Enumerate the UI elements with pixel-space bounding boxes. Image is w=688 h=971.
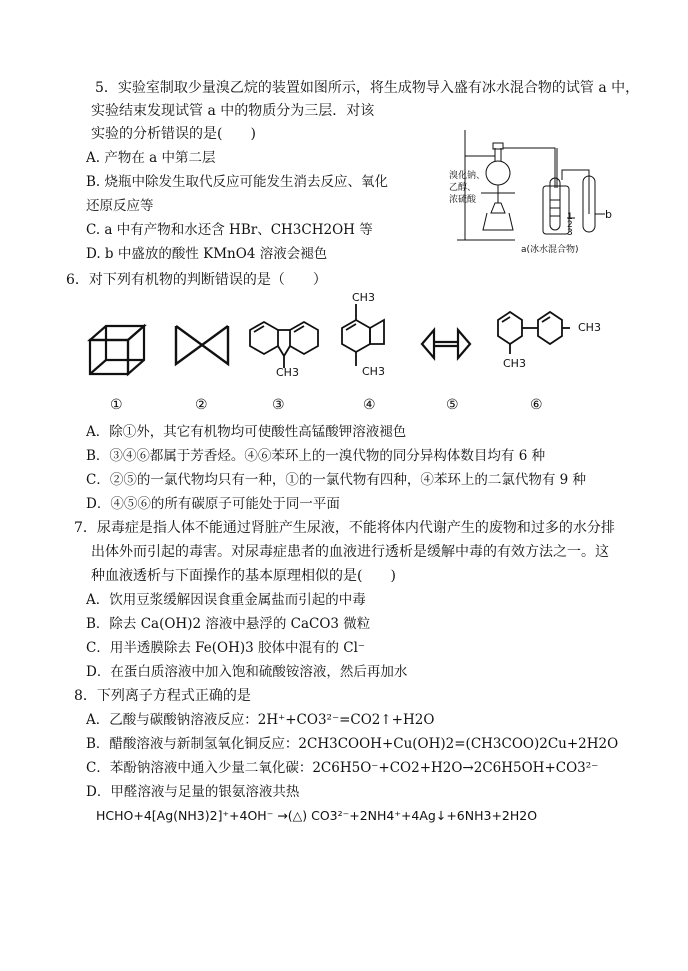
tube-a-label: a(冰水混合物) [521, 245, 579, 255]
q5-option-a: A. 产物在 a 中第二层 [86, 150, 216, 166]
molecule-1-cubane [82, 318, 154, 378]
q7-option-d: D．在蛋白质溶液中加入饱和硫酸铵溶液，然后再加水 [86, 664, 408, 680]
molecule-2-bicyclic [172, 322, 232, 368]
layer-label-1: 1 [567, 212, 573, 222]
molecule-label-6: ⑥ [530, 397, 543, 413]
q7-option-c: C．用半透膜除去 Fe(OH)3 胶体中混有的 Cl⁻ [86, 640, 366, 656]
q5-option-b-line1: B. 烧瓶中除发生取代反应可能发生消去反应、氧化 [86, 174, 389, 190]
q5-option-b-line2: 还原反应等 [86, 198, 154, 214]
q7-line1: 7．尿毒症是指人体不能通过肾脏产生尿液，不能将体内代谢产生的废物和过多的水分排 [74, 520, 615, 536]
reagent-label-2: 乙醇、 [449, 183, 477, 193]
molecule-label-3: ③ [272, 397, 285, 413]
q7-option-a: A．饮用豆浆缓解因误食重金属盐而引起的中毒 [86, 592, 366, 608]
apparatus-figure [449, 118, 615, 258]
q8-option-a: A．乙酸与碳酸钠溶液反应：2H⁺+CO3²⁻=CO2↑+H2O [86, 712, 435, 728]
q7-option-b: B．除去 Ca(OH)2 溶液中悬浮的 CaCO3 微粒 [86, 616, 371, 632]
q7-line2: 出体外而引起的毒害。对尿毒症患者的血液进行透析是缓解中毒的有效方法之一。这 [91, 544, 609, 560]
q6-option-b: B．③④⑥都属于芳香烃。④⑥苯环上的一溴代物的同分异构体数目均有 6 种 [86, 448, 546, 464]
q8-option-b: B．醋酸溶液与新制氢氧化铜反应：2CH3COOH+Cu(OH)2=(CH3COO)2Cu+2H2O [86, 736, 619, 752]
q7-line3: 种血液透析与下面操作的基本原理相似的是( ) [91, 568, 396, 584]
q6-option-a: A．除①外，其它有机物均可使酸性高锰酸钾溶液褪色 [86, 424, 407, 440]
molecule-5-diene [418, 324, 474, 364]
q5-line2: 实验结束发现试管 a 中的物质分为三层．对该 [91, 103, 375, 119]
molecule-label-5: ⑤ [446, 397, 459, 413]
layer-label-2: 2 [567, 220, 573, 230]
molecule-6-ch3-right: CH3 [578, 321, 601, 334]
molecule-label-4: ④ [363, 397, 376, 413]
reagent-label-1: 溴化钠、 [449, 171, 486, 181]
molecule-4-ch3-top: CH3 [352, 291, 375, 304]
q5-option-d: D. b 中盛放的酸性 KMnO4 溶液会褪色 [86, 246, 328, 262]
molecule-6-ch3-bottom: CH3 [503, 357, 526, 370]
molecule-4-ch3-bottom: CH3 [362, 365, 385, 378]
q8-option-c: C．苯酚钠溶液中通入少量二氧化碳：2C6H5O⁻+CO2+H2O→2C6H5OH+CO3²⁻ [86, 760, 599, 776]
q5-option-c: C. a 中有产物和水还含 HBr、CH3CH2OH 等 [86, 222, 373, 238]
reagent-label-3: 浓硫酸 [449, 195, 477, 205]
q8-stem: 8．下列离子方程式正确的是 [74, 688, 251, 704]
q8-option-d-line1: D．甲醛溶液与足量的银氨溶液共热 [86, 784, 300, 800]
q5-line3: 实验的分析错误的是( ) [91, 126, 256, 142]
molecule-3-ch3: CH3 [276, 366, 299, 379]
molecule-label-2: ② [195, 397, 208, 413]
molecule-label-1: ① [110, 397, 123, 413]
q6-stem: 6．对下列有机物的判断错误的是（ ） [66, 272, 327, 288]
layer-label-3: 3 [567, 228, 573, 238]
q5-line1: 5．实验室制取少量溴乙烷的装置如图所示，将生成物导入盛有冰水混合物的试管 a 中， [95, 80, 640, 96]
q6-option-d: D．④⑤⑥的所有碳原子可能处于同一平面 [86, 496, 340, 512]
tube-b-label: b [605, 208, 612, 221]
q6-option-c: C．②⑤的一氯代物均只有一种，①的一氯代物有四种，④苯环上的二氯代物有 9 种 [86, 472, 586, 488]
q8-option-d-equation: HCHO+4[Ag(NH3)2]⁺+4OH⁻ →(△) CO3²⁻+2NH4⁺+4Ag↓+6NH3+2H2O [96, 808, 538, 823]
apparatus-drawing [455, 118, 615, 258]
